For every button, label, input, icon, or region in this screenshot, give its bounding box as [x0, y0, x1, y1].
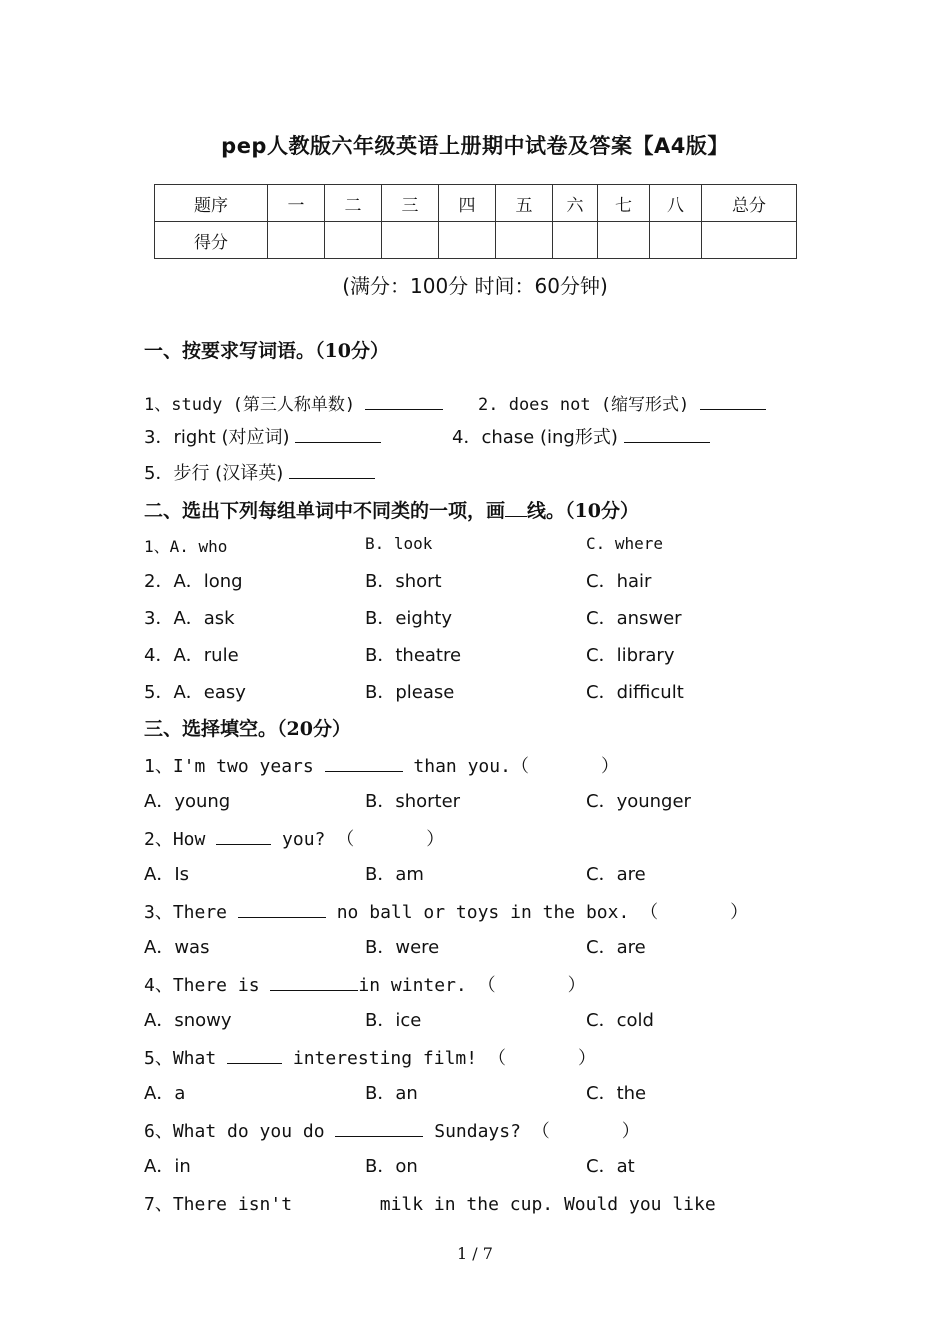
option-c[interactable]: C．at — [586, 1156, 635, 1177]
question-text: 2. does not (缩写形式) — [478, 395, 690, 415]
question-text: 5、What — [144, 1048, 217, 1069]
question-text: 4、There is — [144, 975, 260, 996]
option-c[interactable]: C．cold — [586, 1010, 654, 1031]
question-text: interesting film! （ — [292, 1048, 506, 1069]
answer-blank[interactable] — [624, 424, 710, 443]
score-header-cell: 八 — [650, 185, 702, 222]
section2-heading — [144, 496, 639, 523]
answer-blank[interactable] — [227, 1045, 282, 1064]
answer-blank[interactable] — [270, 972, 358, 991]
option-a: 1、A. who — [144, 537, 228, 556]
option-a[interactable]: A．Is — [144, 864, 189, 885]
question-text: no ball or toys in the box. （ — [336, 902, 659, 923]
question-text: 2、How — [144, 829, 206, 850]
section3-q7 — [144, 1190, 716, 1216]
option-a[interactable]: A．snowy — [144, 1010, 232, 1031]
answer-blank[interactable] — [295, 424, 381, 443]
score-header-cell: 总分 — [702, 185, 797, 222]
score-cell[interactable] — [439, 222, 496, 259]
option-a[interactable]: A．young — [144, 791, 231, 812]
score-table-header-row — [155, 185, 797, 222]
question-text: 3．right (对应词) — [144, 427, 290, 448]
option-b[interactable]: B．an — [365, 1083, 418, 1104]
option-a: 3．A．ask — [144, 608, 235, 629]
answer-blank[interactable] — [216, 826, 271, 845]
option-c[interactable]: C．are — [586, 937, 646, 958]
option-b[interactable]: B．ice — [365, 1010, 422, 1031]
heading-text: 二、选出下列每组单词中不同类的一项，画 — [144, 500, 506, 522]
option-c[interactable]: C．the — [586, 1083, 647, 1104]
question-text: ） — [621, 1121, 640, 1142]
option-b[interactable]: B．am — [365, 864, 424, 885]
score-header-cell: 五 — [496, 185, 553, 222]
section3-q2 — [144, 825, 444, 851]
option-b[interactable]: B．on — [365, 1156, 418, 1177]
page-title: pep人教版六年级英语上册期中试卷及答案【A4版】 — [221, 134, 729, 158]
question-text: ） — [577, 1048, 596, 1069]
score-table-score-row — [155, 222, 797, 259]
answer-blank[interactable] — [325, 753, 403, 772]
section3-q6 — [144, 1117, 640, 1143]
answer-blank[interactable] — [365, 391, 443, 410]
option-c: C．difficult — [586, 682, 684, 703]
score-header-cell: 三 — [382, 185, 439, 222]
section1-q3 — [144, 423, 381, 449]
section1-q2 — [478, 390, 766, 415]
score-header-cell: 一 — [268, 185, 325, 222]
option-b[interactable]: B．shorter — [365, 791, 461, 812]
option-b: B．short — [365, 571, 442, 592]
option-b[interactable]: B．were — [365, 937, 440, 958]
question-text: ） — [567, 975, 586, 996]
option-a: 4．A．rule — [144, 645, 239, 666]
underline-mark — [505, 500, 527, 517]
answer-blank[interactable] — [238, 899, 326, 918]
section3-heading: 三、选择填空。（20分） — [144, 718, 351, 740]
question-text: you? （ — [282, 829, 355, 850]
option-b: B．theatre — [365, 645, 462, 666]
question-text: 1、study (第三人称单数) — [144, 395, 356, 415]
option-b: B．eighty — [365, 608, 452, 629]
section3-q3 — [144, 898, 748, 924]
option-a[interactable]: A．a — [144, 1083, 186, 1104]
question-text: 5．步行 (汉译英) — [144, 463, 284, 484]
section1-q1 — [144, 390, 443, 415]
score-table — [154, 184, 797, 259]
score-cell[interactable] — [553, 222, 598, 259]
score-header-cell: 二 — [325, 185, 382, 222]
option-c[interactable]: C．are — [586, 864, 646, 885]
question-text: than you.（ — [413, 756, 529, 777]
option-c[interactable]: C．younger — [586, 791, 691, 812]
score-cell[interactable] — [650, 222, 702, 259]
option-c: C．hair — [586, 571, 652, 592]
option-a: 5．A．easy — [144, 682, 246, 703]
question-text: 1、I'm two years — [144, 756, 314, 777]
score-row-label: 得分 — [155, 222, 268, 259]
question-text: 6、What do you do — [144, 1121, 325, 1142]
option-a[interactable]: A．was — [144, 937, 210, 958]
option-b: B. look — [365, 534, 433, 553]
answer-blank[interactable] — [335, 1118, 423, 1137]
score-header-cell: 七 — [598, 185, 650, 222]
score-cell[interactable] — [268, 222, 325, 259]
question-text: ） — [600, 756, 619, 777]
score-header-cell: 六 — [553, 185, 598, 222]
option-a: 2．A．long — [144, 571, 243, 592]
answer-blank[interactable] — [700, 391, 766, 410]
section1-q4 — [452, 423, 710, 449]
question-text: 4．chase (ing形式) — [452, 427, 618, 448]
section1-heading: 一、按要求写词语。（10分） — [144, 340, 389, 362]
option-c: C. where — [586, 534, 664, 553]
score-cell[interactable] — [496, 222, 553, 259]
question-text: 3、There — [144, 902, 228, 923]
question-text: 7、There isn't — [144, 1194, 293, 1215]
question-text: ） — [730, 902, 749, 923]
question-text: in winter. （ — [358, 975, 496, 996]
option-a[interactable]: A．in — [144, 1156, 191, 1177]
question-text: milk in the cup. Would you like — [379, 1194, 716, 1215]
section3-q4 — [144, 971, 586, 997]
question-text: Sundays? （ — [434, 1121, 550, 1142]
heading-text: 线。（10分） — [527, 500, 639, 522]
exam-info: (满分：100分 时间：60分钟) — [342, 274, 608, 298]
question-text: ） — [426, 829, 445, 850]
section3-q5 — [144, 1044, 596, 1070]
score-header-cell: 题序 — [155, 185, 268, 222]
score-cell[interactable] — [702, 222, 797, 259]
option-b: B．please — [365, 682, 455, 703]
section1-q5 — [144, 459, 375, 485]
section3-q1 — [144, 752, 619, 778]
page-number: 1 / 7 — [457, 1244, 493, 1263]
option-c: C．library — [586, 645, 675, 666]
score-cell[interactable] — [382, 222, 439, 259]
score-cell[interactable] — [325, 222, 382, 259]
score-header-cell: 四 — [439, 185, 496, 222]
option-c: C．answer — [586, 608, 682, 629]
answer-blank[interactable] — [289, 460, 375, 479]
score-cell[interactable] — [598, 222, 650, 259]
